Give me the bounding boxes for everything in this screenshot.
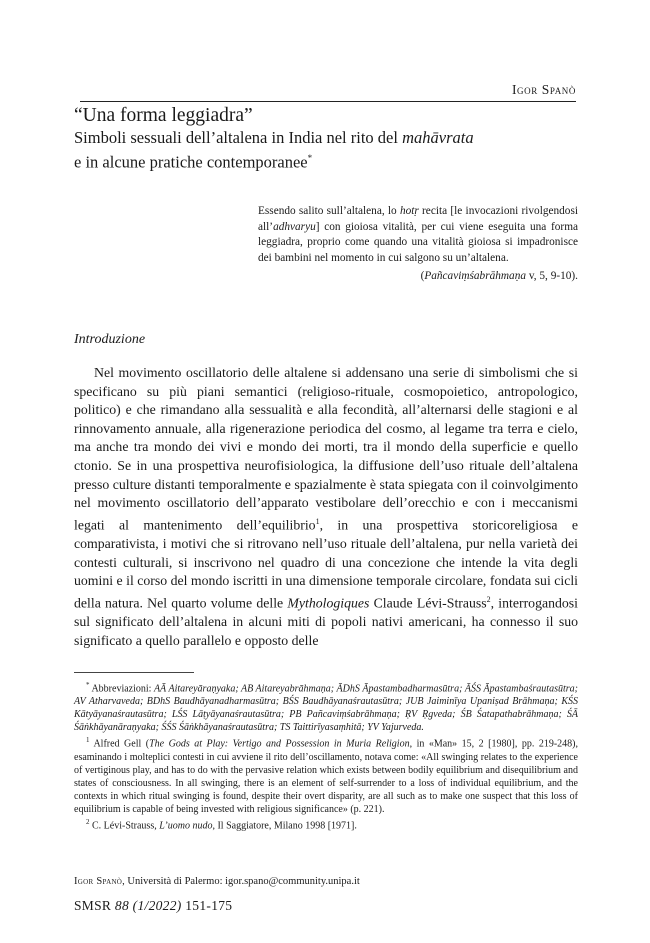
affiliation-details: , Università di Palermo: igor.spano@community.unipa.it: [122, 876, 360, 887]
footnote-ref[interactable]: 1: [315, 516, 320, 526]
journal-volume: 88 (1/2022): [114, 898, 182, 913]
subtitle-text: Simboli sessuali dell’altalena in India nel rito del: [74, 128, 403, 147]
subtitle-footnote-mark: *: [307, 153, 313, 163]
body-text: Nel movimento oscillatorio delle altalene si addensano una serie di simbolismi che si specificano su più piani semantici (religioso-rituale, cosmopoietico, antropologico, politico) e che rimandano alla sessualità e alla fecondità, all’alternarsi delle stagioni e al rinnovamento annuale, alla rigenerazione periodica del cosmo, al legame tra terra e cielo, ma anche tra mondo dei vivi e mondo dei morti, tra il mondo della superficie e quello ctonio. Se in una prospettiva neurofisiologica, la diffusione dell’uso rituale dell’altalena presso culture distanti temporalmente e spazialmente è stata spiegata con il coinvolgimento nel movimento oscillatorio dell’apparato vestibolare dell’orecchio e con i meccanismi legati al mantenimento dell’equilibrio: [74, 365, 578, 533]
epigraph-term: adhvaryu: [273, 220, 316, 233]
footnote-ref[interactable]: 2: [486, 594, 491, 604]
footnote-2: [74, 816, 578, 832]
epigraph-text: Essendo salito sull’altalena, lo: [258, 205, 400, 217]
subtitle-italic-term: mahāvrata: [402, 128, 474, 147]
epigraph-text: ] con gioiosa vitalità, per cui viene eseguita una forma leggiadra, proprio come quando una vitalità gioiosa si impadronisce dei bambini nel momento in cui salgono su un’altalena.: [258, 220, 578, 264]
journal-abbr: SMSR: [74, 898, 115, 913]
affiliation-author: Igor Spanò: [74, 876, 123, 887]
subtitle-text-cont: e in alcune pratiche contemporanee: [74, 152, 308, 172]
footnotes: [74, 679, 578, 832]
footnote-text: Alfred Gell (: [89, 738, 150, 750]
footnote-rule: [74, 672, 194, 673]
footnote-mark: *: [86, 681, 90, 689]
footnote-mark: 1: [86, 736, 90, 745]
epigraph: [258, 204, 578, 285]
footnote-abbreviation-list: AĀ Aitareyāraṇyaka; AB Aitareyabrāhmaṇa; ĀDhS Āpastambadharmasūtra; ĀŚS Āpastambaśrautasūtra; AV Atharvaveda; BDhS Baudhāyanadharmasūtra; BŚS Baudhāyanaśrautasūtra; JUB Jaiminīya Upaniṣad Brāhmaṇa; KŚS Kātyāyanaśrautasūtra; LŚS Lāṭyāyanaśrautasūtra; PB Pañcaviṃśabrāhmaṇa; ṚV Ṛgveda; ŚB Śatapathabrāhmaṇa; ŚĀ Śāṅkhāyanāraṇyaka; ŚŚS Śāṅkhāyanaśrautasūtra; TS Taittirīyasaṃhitā; YV Yajurveda.: [74, 683, 578, 734]
body-text: Claude Lévi-Strauss: [369, 595, 487, 611]
footnote-text: , Il Saggiatore, Milano 1998 [1971].: [212, 819, 357, 831]
article-subtitle: [74, 127, 574, 173]
journal-pages: 151-175: [181, 898, 233, 913]
epigraph-source: [258, 269, 578, 285]
footnote-text: C. Lévi-Strauss,: [89, 819, 160, 831]
section-heading: Introduzione: [74, 332, 146, 347]
footnote-abbreviations: [74, 679, 578, 734]
journal-reference: [74, 898, 232, 914]
author-affiliation: [74, 876, 360, 887]
article-title: “Una forma leggiadra”: [74, 105, 253, 126]
epigraph-source-ref: v, 5, 9-10).: [526, 270, 578, 283]
body-text: , in una prospettiva storicoreligiosa e comparativista, i motivi che si ritrovano nell’uso rituale dell’altalena, pur nella varietà dei contesti culturali, si inscrivono nel quadro di una concezione che intende la vita degli uomini e il corso del mondo iscritti in una dimensione temporale circolare, fondata sui cicli della natura. Nel quarto volume delle: [74, 517, 578, 611]
header-rule: [80, 101, 576, 102]
footnote-cited-title: L’uomo nudo: [159, 819, 213, 831]
footnote-cited-title: The Gods at Play: Vertigo and Possession in Muria Religion: [149, 738, 410, 750]
epigraph-source-work: Pañcaviṃśabrāhmaṇa: [424, 270, 527, 283]
footnote-mark: 2: [86, 817, 90, 826]
footnote-text: , in «Man» 15, 2 [1980], pp. 219-248), esaminando i molteplici contesti in cui avviene il rito dell’oscillamento, notava come: «All swinging relates to the experience of vertiginous play, and has to do with the pervasive relation which exists between bodily equilibrium and disequilibrium and states of consciousness. In all swinging, there is an element of self-surrender to a loss of individual equilibrium, and the contexts in which ritual swinging is found, despite their overt disparity, are all such as to make one suspect that this loss of equilibrium is capable of being invested with religious significance» (p. 221).: [74, 738, 578, 815]
epigraph-term: hotṛ: [399, 205, 419, 217]
epigraph-text: recita [le invocazioni rivolgendosi all’: [258, 205, 578, 233]
epigraph-source-paren: (: [420, 270, 425, 283]
epigraph-quote: [258, 204, 578, 266]
footnote-1: [74, 734, 578, 815]
body-paragraph: [74, 364, 578, 650]
body-italic-title: Mythologiques: [287, 595, 370, 611]
body-text: , interrogandosi sul significato dell’altalena in alcuni miti di popoli nativi americani, ha connesso il suo significato a quello parallelo e opposto delle: [74, 595, 578, 648]
running-head-author: Igor Spanò: [511, 82, 576, 97]
footnote-label: Abbreviazioni:: [89, 683, 154, 695]
